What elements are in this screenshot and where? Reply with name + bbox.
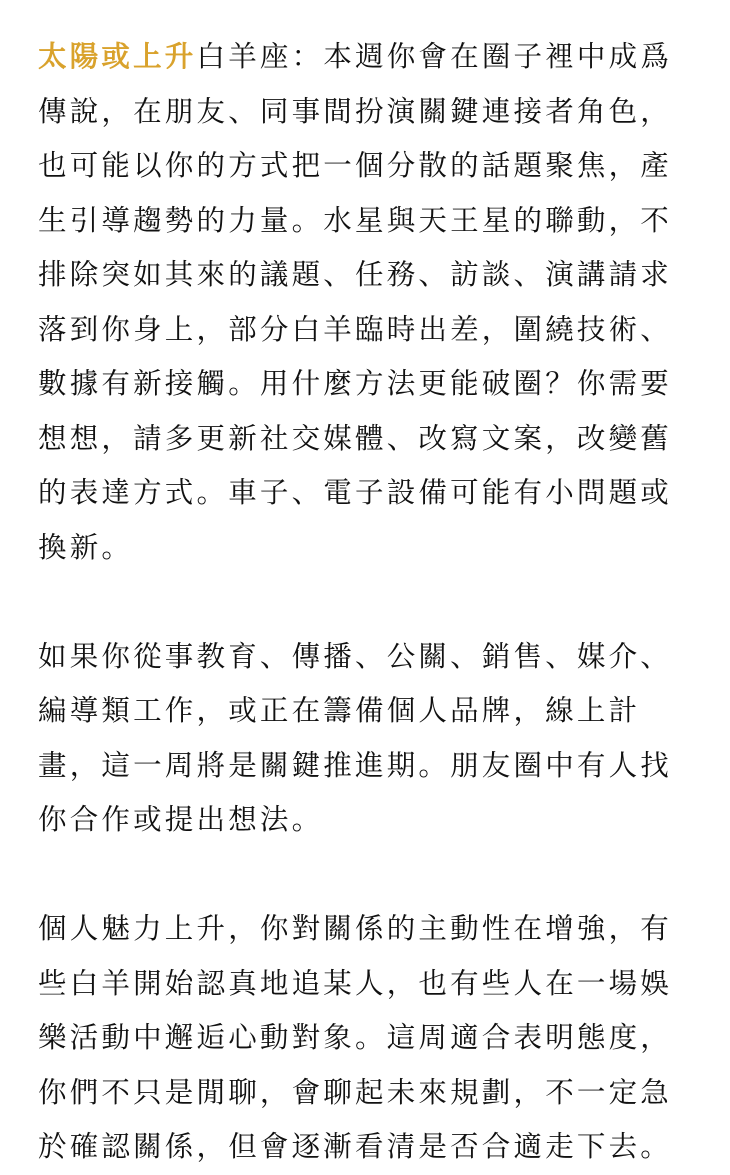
paragraph-relationships: 個人魅力上升，你對關係的主動性在增強，有些白羊開始認真地追某人，也有些人在一場娛樂活動中邂逅心動對象。這周適合表明態度，你們不只是閒聊，會聊起未來規劃，不一定急於確認關係，但會逐漸看清是否合適走下去。 xyxy=(38,912,673,1163)
paragraph-career: 如果你從事教育、傳播、公關、銷售、媒介、編導類工作，或正在籌備個人品牌，線上計畫，這一周將是關鍵推進期。朋友圈中有人找你合作或提出想法。 xyxy=(38,639,673,836)
horoscope-article xyxy=(38,30,698,1175)
paragraph-aries-overview xyxy=(38,30,698,575)
sun-or-rising-label: 太陽或上升 xyxy=(38,40,197,73)
paragraph-1-text: 白羊座：本週你會在圈子裡中成爲傳說，在朋友、同事間扮演關鍵連接者角色，也可能以你的方式把一個分散的話題聚焦，產生引導趨勢的力量。水星與天王星的聯動，不排除突如其來的議題、任務、訪談、演講請求落到你身上，部分白羊臨時出差，圍繞技術、數據有新接觸。用什麼方法更能破圈？你需要想想，請多更新社交媒體、改寫文案，改變舊的表達方式。車子、電子設備可能有小問題或換新。 xyxy=(38,40,673,564)
